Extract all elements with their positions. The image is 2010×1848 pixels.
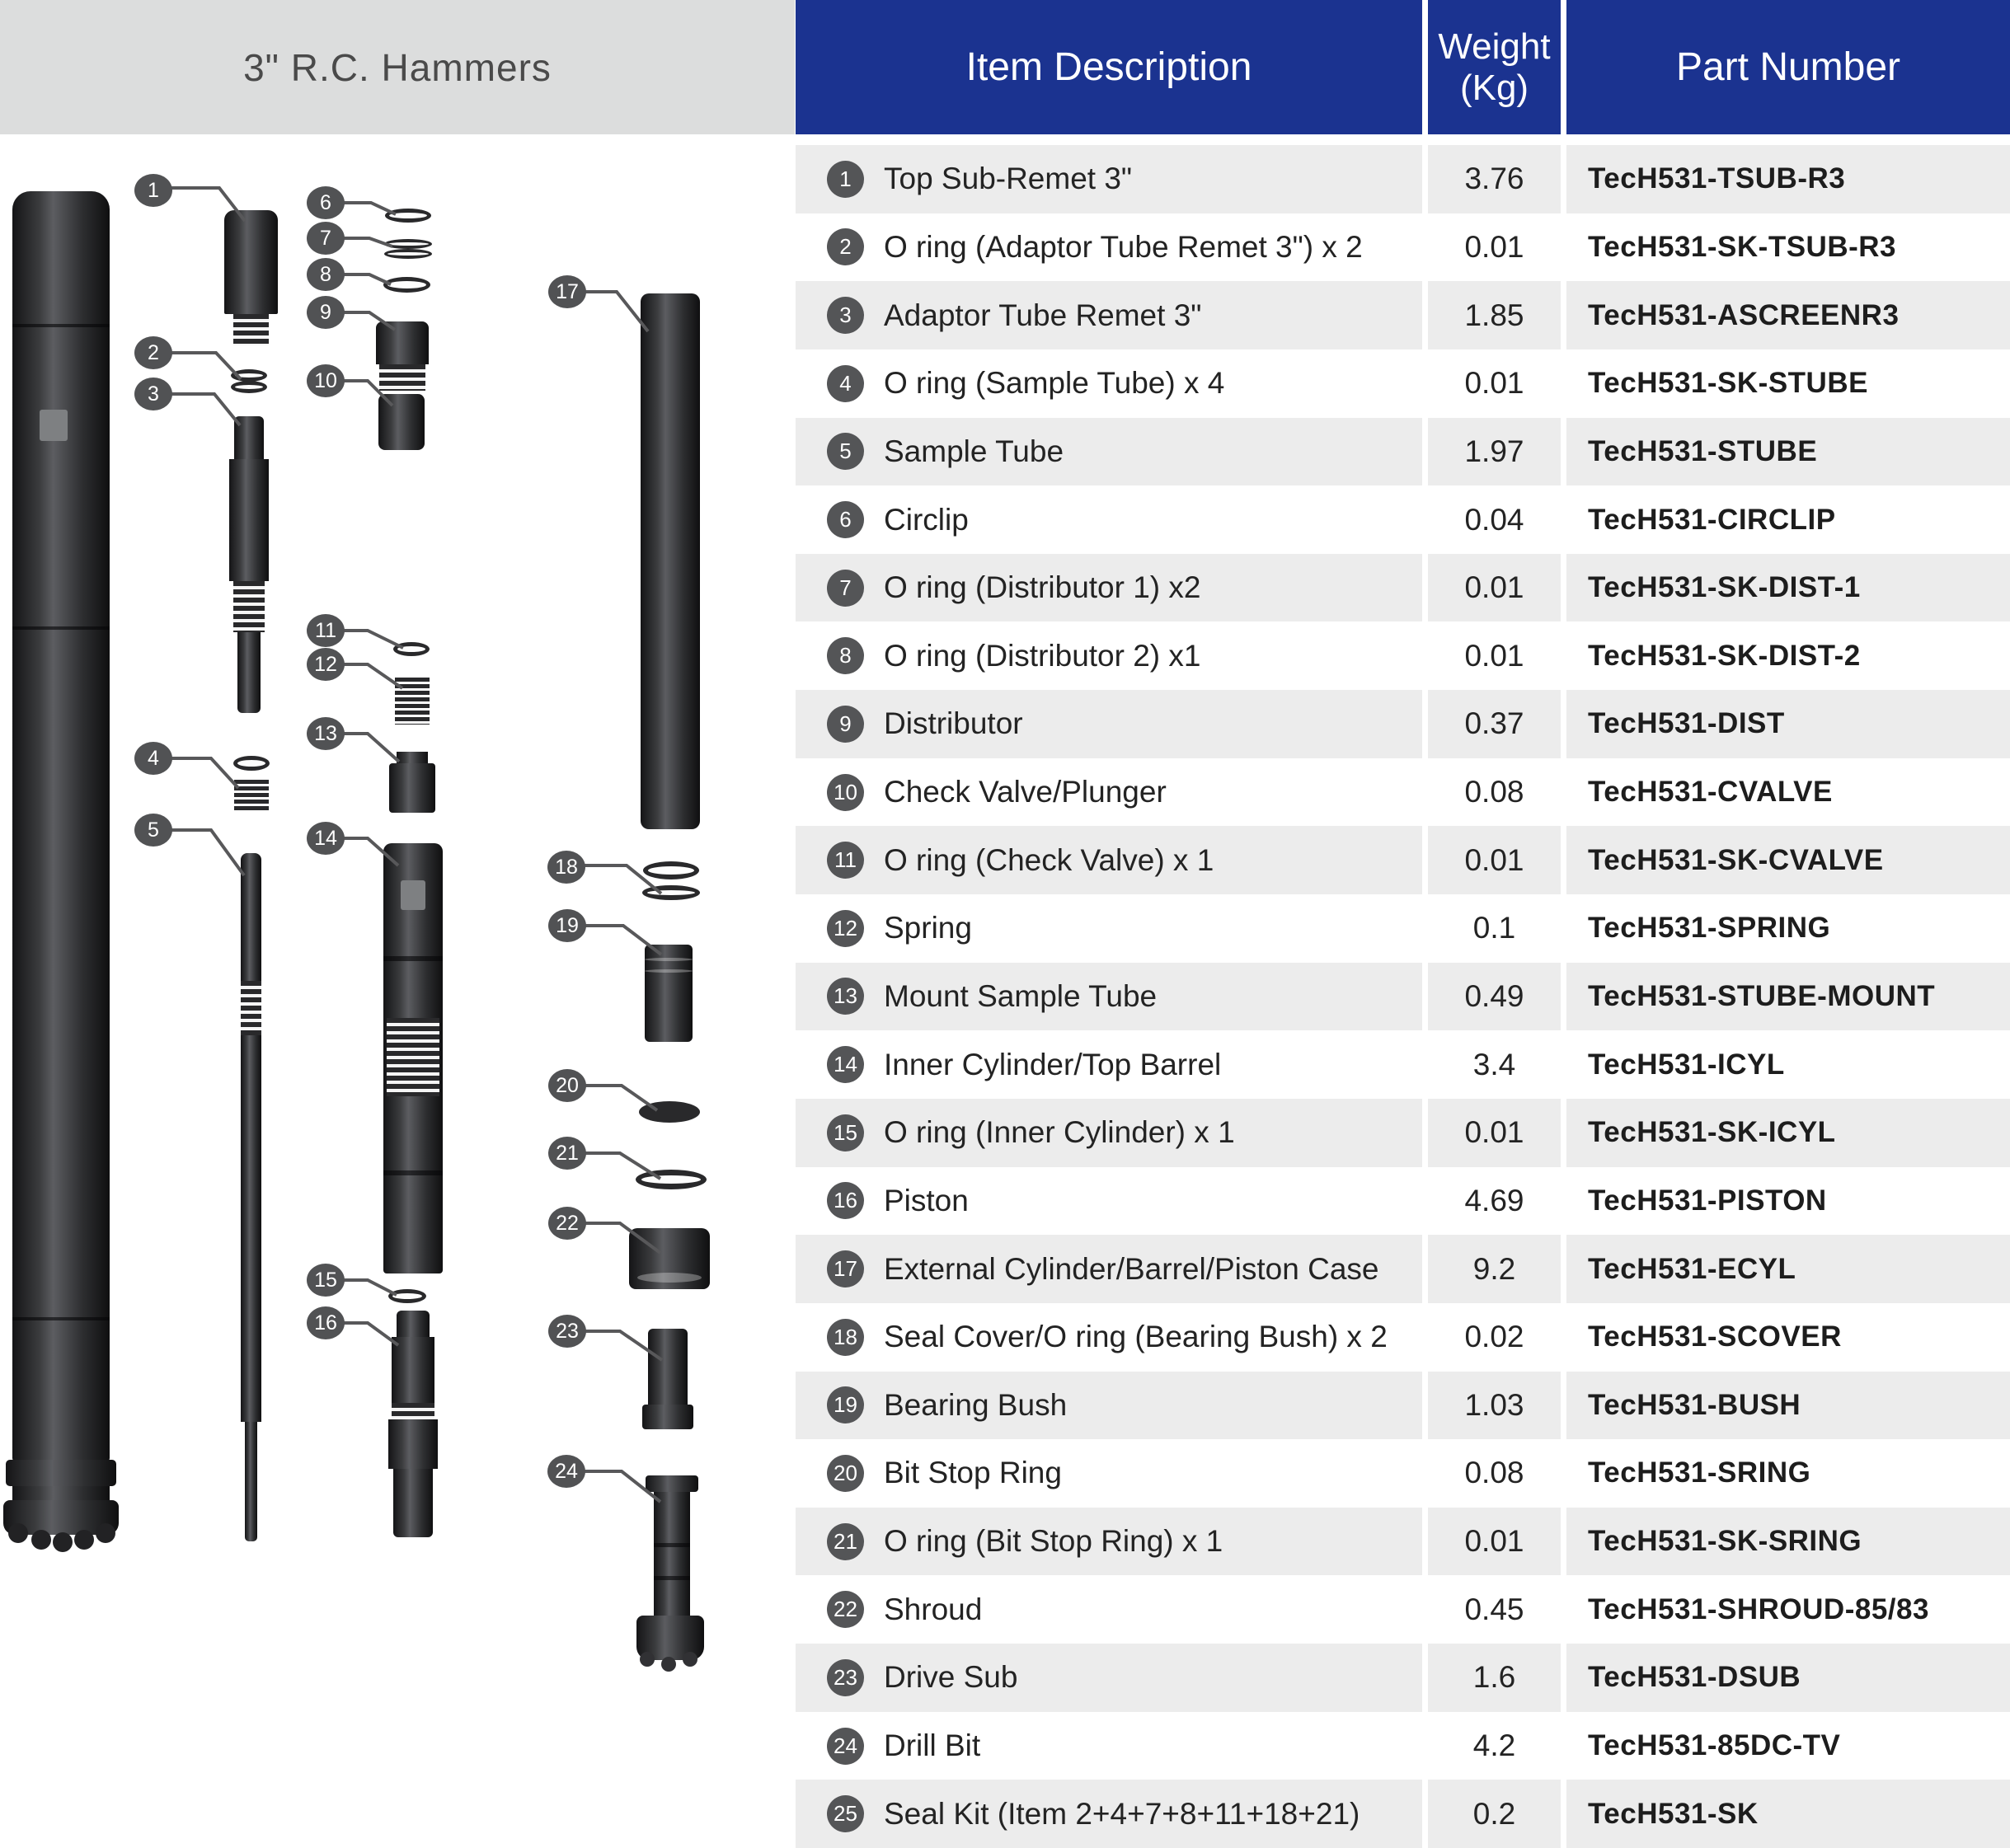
item-weight-cell [1428, 1439, 1561, 1508]
item-part-number: TecH531-ECYL [1588, 1252, 1796, 1285]
item-weight: 0.1 [1472, 911, 1516, 945]
diagram-callout: 11 [307, 614, 345, 647]
item-weight: 0.08 [1464, 775, 1524, 809]
diagram-callout: 5 [134, 814, 172, 847]
item-description-cell [796, 1780, 1422, 1848]
item-part-number-cell [1566, 1644, 2010, 1712]
item-weight: 0.45 [1464, 1592, 1524, 1626]
item-description: O ring (Distributor 2) x1 [884, 638, 1201, 673]
item-part-number: TecH531-SPRING [1588, 912, 1831, 945]
table-row [0, 485, 2010, 554]
item-weight: 0.01 [1464, 570, 1524, 605]
item-number-badge: 24 [827, 1728, 864, 1765]
item-description-cell [796, 894, 1422, 963]
table-row [0, 1508, 2010, 1576]
table-row [0, 1644, 2010, 1712]
column-header-part-number: Part Number [1566, 0, 2010, 134]
item-weight: 9.2 [1472, 1251, 1516, 1286]
item-description: Bearing Bush [884, 1387, 1068, 1422]
diagram-callout: 20 [548, 1069, 586, 1102]
item-description-cell [796, 621, 1422, 690]
item-description-cell [796, 690, 1422, 758]
item-weight: 1.85 [1464, 298, 1524, 332]
item-description-cell [796, 963, 1422, 1031]
item-weight-cell [1428, 963, 1561, 1031]
table-row [0, 690, 2010, 758]
table-row [0, 1780, 2010, 1848]
item-part-number-cell [1566, 758, 2010, 827]
item-part-number: TecH531-SK-DIST-1 [1588, 571, 1861, 604]
diagram-callout: 19 [548, 909, 586, 942]
item-part-number: TecH531-SK-DIST-2 [1588, 639, 1861, 672]
item-part-number: TecH531-ASCREENR3 [1588, 298, 1900, 331]
item-part-number: TecH531-SK-SRING [1588, 1525, 1862, 1558]
item-part-number-cell [1566, 1099, 2010, 1167]
diagram-callout: 3 [134, 378, 172, 410]
item-weight: 0.01 [1464, 1524, 1524, 1559]
table-row [0, 826, 2010, 894]
item-part-number-cell [1566, 1439, 2010, 1508]
item-weight-cell [1428, 1372, 1561, 1440]
diagram-callout: 17 [548, 275, 586, 308]
item-weight-cell [1428, 758, 1561, 827]
item-description: Circlip [884, 502, 969, 537]
item-description: External Cylinder/Barrel/Piston Case [884, 1251, 1379, 1286]
item-number-badge: 10 [827, 774, 864, 811]
column-header-weight [1428, 0, 1561, 134]
item-part-number: TecH531-SRING [1588, 1456, 1811, 1489]
item-weight-cell [1428, 1099, 1561, 1167]
item-weight: 0.02 [1464, 1320, 1524, 1354]
item-number-badge: 6 [827, 501, 864, 538]
item-description-cell [796, 1235, 1422, 1303]
item-number-badge: 18 [827, 1319, 864, 1356]
item-number-badge: 9 [827, 706, 864, 743]
item-weight-cell [1428, 145, 1561, 213]
item-description-cell [796, 1303, 1422, 1372]
item-number-badge: 21 [827, 1523, 864, 1560]
item-number-badge: 1 [827, 161, 864, 198]
table-row [0, 1712, 2010, 1780]
item-description: O ring (Sample Tube) x 4 [884, 366, 1225, 401]
item-number-badge: 25 [827, 1795, 864, 1832]
item-weight: 0.04 [1464, 502, 1524, 537]
table-row [0, 621, 2010, 690]
diagram-callout: 21 [548, 1137, 586, 1170]
item-weight-cell [1428, 1235, 1561, 1303]
item-description: Spring [884, 911, 972, 945]
item-part-number-cell [1566, 1303, 2010, 1372]
item-description: Bit Stop Ring [884, 1456, 1062, 1490]
item-part-number-cell [1566, 349, 2010, 418]
table-row [0, 418, 2010, 486]
item-number-badge: 22 [827, 1591, 864, 1628]
item-part-number-cell [1566, 485, 2010, 554]
table-row [0, 554, 2010, 622]
item-weight-cell [1428, 349, 1561, 418]
item-weight: 0.01 [1464, 366, 1524, 401]
item-number-badge: 15 [827, 1114, 864, 1151]
diagram-callout: 22 [548, 1207, 586, 1240]
item-description: Inner Cylinder/Top Barrel [884, 1047, 1222, 1081]
item-weight-cell [1428, 485, 1561, 554]
item-number-badge: 7 [827, 570, 864, 607]
item-description: Adaptor Tube Remet 3" [884, 298, 1202, 332]
item-description: O ring (Bit Stop Ring) x 1 [884, 1524, 1223, 1559]
diagram-callout: 15 [307, 1264, 345, 1297]
item-weight-cell [1428, 1303, 1561, 1372]
table-row [0, 894, 2010, 963]
item-part-number-cell [1566, 826, 2010, 894]
table-row [0, 1303, 2010, 1372]
item-number-badge: 16 [827, 1182, 864, 1219]
table-row [0, 1167, 2010, 1236]
item-weight-cell [1428, 281, 1561, 349]
item-weight-cell [1428, 213, 1561, 282]
item-weight-cell [1428, 621, 1561, 690]
item-description: Shroud [884, 1592, 983, 1626]
item-weight: 1.97 [1464, 434, 1524, 468]
item-weight-cell [1428, 1575, 1561, 1644]
item-description-cell [796, 418, 1422, 486]
item-weight: 0.37 [1464, 706, 1524, 741]
item-description: Sample Tube [884, 434, 1064, 468]
item-description: Seal Cover/O ring (Bearing Bush) x 2 [884, 1320, 1388, 1354]
item-weight: 4.69 [1464, 1183, 1524, 1217]
item-description-cell [796, 1167, 1422, 1236]
item-number-badge: 4 [827, 365, 864, 402]
item-description-cell [796, 145, 1422, 213]
item-weight-cell [1428, 1167, 1561, 1236]
item-description-cell [796, 554, 1422, 622]
item-part-number: TecH531-SK-ICYL [1588, 1116, 1836, 1149]
item-description: O ring (Adaptor Tube Remet 3") x 2 [884, 229, 1363, 264]
item-part-number: TecH531-STUBE-MOUNT [1588, 979, 1936, 1012]
item-weight-cell [1428, 1712, 1561, 1780]
item-part-number: TecH531-85DC-TV [1588, 1729, 1841, 1762]
item-number-badge: 20 [827, 1455, 864, 1492]
item-part-number: TecH531-CVALVE [1588, 776, 1833, 809]
column-header-weight-line1: Weight [1438, 26, 1551, 68]
item-description: Check Valve/Plunger [884, 775, 1167, 809]
table-row [0, 145, 2010, 213]
item-weight-cell [1428, 554, 1561, 622]
diagram-callout: 23 [548, 1315, 586, 1348]
item-part-number-cell [1566, 621, 2010, 690]
diagram-callout: 1 [134, 174, 172, 207]
item-part-number: TecH531-TSUB-R3 [1588, 162, 1846, 195]
item-description: Distributor [884, 706, 1023, 741]
column-header-weight-line2: (Kg) [1459, 67, 1529, 108]
item-number-badge: 5 [827, 433, 864, 470]
item-weight: 0.01 [1464, 842, 1524, 877]
diagram-callout: 24 [547, 1455, 585, 1488]
diagram-callout: 12 [307, 648, 345, 681]
table-row [0, 1099, 2010, 1167]
item-number-badge: 23 [827, 1659, 864, 1696]
item-part-number-cell [1566, 1167, 2010, 1236]
diagram-callout: 8 [307, 258, 345, 291]
item-weight-cell [1428, 690, 1561, 758]
item-part-number-cell [1566, 213, 2010, 282]
item-part-number-cell [1566, 1372, 2010, 1440]
item-part-number: TecH531-STUBE [1588, 434, 1818, 467]
item-part-number: TecH531-BUSH [1588, 1388, 1801, 1421]
table-row [0, 1575, 2010, 1644]
item-weight-cell [1428, 1508, 1561, 1576]
table-row [0, 349, 2010, 418]
item-weight: 0.01 [1464, 638, 1524, 673]
diagram-callout: 13 [307, 717, 345, 750]
item-weight: 0.49 [1464, 978, 1524, 1013]
item-description: Drive Sub [884, 1660, 1018, 1695]
item-description-cell [796, 1439, 1422, 1508]
item-number-badge: 3 [827, 297, 864, 334]
item-number-badge: 12 [827, 910, 864, 947]
item-part-number-cell [1566, 281, 2010, 349]
table-row [0, 281, 2010, 349]
item-weight-cell [1428, 894, 1561, 963]
item-weight-cell [1428, 418, 1561, 486]
item-description-cell [796, 349, 1422, 418]
item-description-cell [796, 1644, 1422, 1712]
item-description-cell [796, 758, 1422, 827]
item-part-number-cell [1566, 963, 2010, 1031]
item-part-number-cell [1566, 894, 2010, 963]
item-weight: 0.08 [1464, 1456, 1524, 1490]
item-description: Top Sub-Remet 3" [884, 162, 1133, 196]
item-part-number: TecH531-PISTON [1588, 1184, 1827, 1217]
item-description: Piston [884, 1183, 969, 1217]
item-part-number-cell [1566, 1575, 2010, 1644]
item-part-number: TecH531-SK-STUBE [1588, 367, 1868, 400]
item-weight: 1.6 [1472, 1660, 1516, 1695]
item-description-cell [796, 213, 1422, 282]
item-description-cell [796, 1372, 1422, 1440]
item-description-cell [796, 485, 1422, 554]
table-row [0, 758, 2010, 827]
item-weight: 1.03 [1464, 1387, 1524, 1422]
item-description: Drill Bit [884, 1728, 981, 1763]
table-row [0, 213, 2010, 282]
item-weight: 0.2 [1472, 1796, 1516, 1831]
item-description-cell [796, 281, 1422, 349]
table-row [0, 1030, 2010, 1099]
item-description-cell [796, 1712, 1422, 1780]
diagram-callout: 14 [307, 822, 345, 855]
item-description: O ring (Inner Cylinder) x 1 [884, 1115, 1235, 1150]
page-title: 3" R.C. Hammers [243, 45, 552, 89]
item-weight: 3.4 [1472, 1047, 1516, 1081]
item-description-cell [796, 826, 1422, 894]
item-description: Seal Kit (Item 2+4+7+8+11+18+21) [884, 1796, 1360, 1831]
item-description-cell [796, 1508, 1422, 1576]
table-row [0, 1372, 2010, 1440]
item-part-number-cell [1566, 1030, 2010, 1099]
item-part-number: TecH531-SK [1588, 1797, 1759, 1830]
diagram-callout: 6 [307, 186, 345, 219]
diagram-callout: 18 [547, 851, 585, 884]
item-part-number-cell [1566, 1508, 2010, 1576]
item-description-cell [796, 1099, 1422, 1167]
item-number-badge: 14 [827, 1046, 864, 1083]
table-row [0, 963, 2010, 1031]
item-part-number: TecH531-SK-TSUB-R3 [1588, 230, 1896, 263]
item-part-number-cell [1566, 1235, 2010, 1303]
item-number-badge: 2 [827, 228, 864, 265]
item-weight-cell [1428, 1644, 1561, 1712]
diagram-callout: 7 [307, 222, 345, 255]
item-part-number-cell [1566, 145, 2010, 213]
table-row [0, 1235, 2010, 1303]
item-description-cell [796, 1030, 1422, 1099]
diagram-callout: 4 [134, 742, 172, 775]
item-weight-cell [1428, 1030, 1561, 1099]
diagram-callout: 2 [134, 336, 172, 369]
item-description: O ring (Distributor 1) x2 [884, 570, 1201, 605]
item-number-badge: 17 [827, 1250, 864, 1288]
item-part-number-cell [1566, 554, 2010, 622]
parts-table [0, 145, 2010, 1848]
item-number-badge: 11 [827, 842, 864, 879]
item-description: Mount Sample Tube [884, 978, 1158, 1013]
diagram-callout: 16 [307, 1306, 345, 1339]
item-weight: 3.76 [1464, 162, 1524, 196]
item-weight: 0.01 [1464, 1115, 1524, 1150]
item-number-badge: 13 [827, 978, 864, 1015]
table-row [0, 1439, 2010, 1508]
item-weight-cell [1428, 826, 1561, 894]
item-part-number-cell [1566, 1780, 2010, 1848]
item-part-number: TecH531-DSUB [1588, 1661, 1801, 1694]
item-part-number-cell [1566, 418, 2010, 486]
item-part-number-cell [1566, 1712, 2010, 1780]
item-part-number-cell [1566, 690, 2010, 758]
item-weight: 4.2 [1472, 1728, 1516, 1763]
item-description-cell [796, 1575, 1422, 1644]
item-part-number: TecH531-CIRCLIP [1588, 503, 1836, 536]
item-part-number: TecH531-SHROUD-85/83 [1588, 1592, 1929, 1625]
item-part-number: TecH531-DIST [1588, 707, 1785, 740]
item-number-badge: 8 [827, 637, 864, 674]
item-part-number: TecH531-SK-CVALVE [1588, 843, 1884, 876]
item-part-number: TecH531-SCOVER [1588, 1320, 1842, 1353]
diagram-callout: 9 [307, 296, 345, 329]
item-weight-cell [1428, 1780, 1561, 1848]
item-part-number: TecH531-ICYL [1588, 1048, 1785, 1081]
diagram-callout: 10 [307, 364, 345, 397]
column-header-description: Item Description [796, 0, 1422, 134]
item-description: O ring (Check Valve) x 1 [884, 842, 1214, 877]
item-weight: 0.01 [1464, 229, 1524, 264]
item-number-badge: 19 [827, 1386, 864, 1424]
